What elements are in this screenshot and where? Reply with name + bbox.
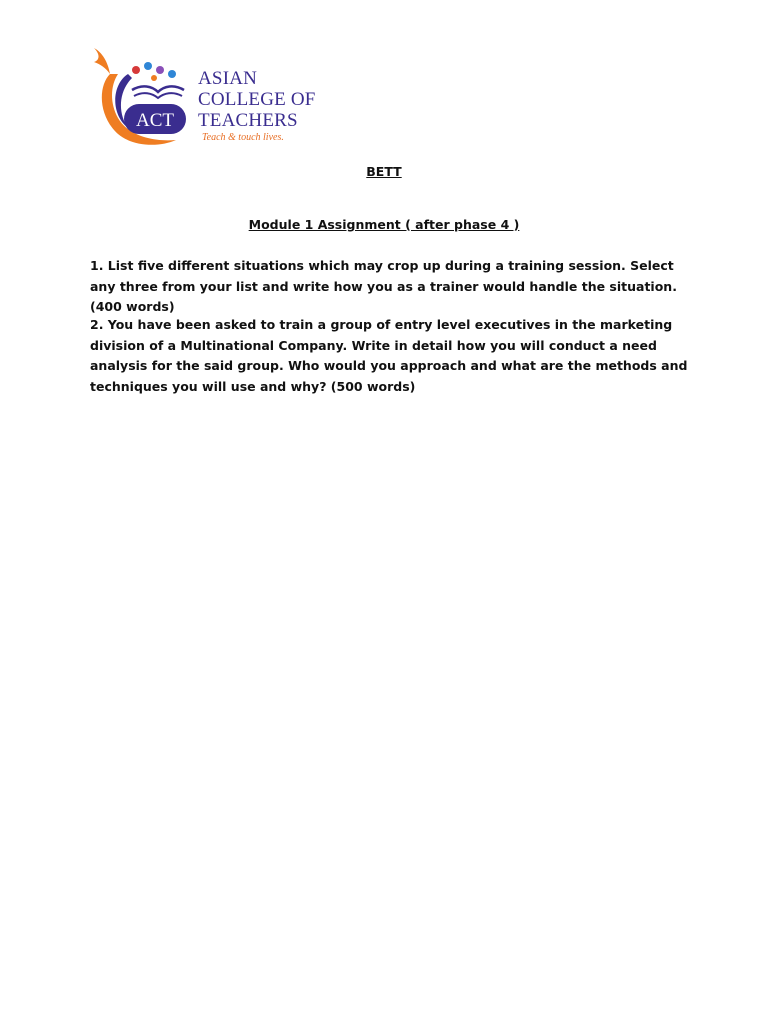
question-2: 2. You have been asked to train a group of entry level executives in the marketing division of a Multinational Company. Write in detail how you will conduct a need analysis for the said group. Who would you approach and what are the methods and techniques you will use and why? (500 words) [90, 317, 688, 394]
question-1: 1. List five different situations which may crop up during a training session. Select any three from your list and write how you as a trainer would handle the situation. (400 words) [90, 258, 677, 314]
college-tagline: Teach & touch lives. [202, 132, 284, 143]
module-title: Module 1 Assignment ( after phase 4 ) [248, 217, 520, 232]
college-name-line-3: TEACHERS [198, 110, 298, 131]
college-name [198, 68, 316, 131]
course-title: BETT [366, 164, 402, 179]
college-name-line-1: ASIAN [198, 68, 258, 89]
college-logo [88, 44, 328, 150]
badge-text: ACT [136, 110, 174, 131]
college-name-line-2: COLLEGE OF [198, 89, 316, 110]
act-emblem-icon [88, 44, 198, 150]
